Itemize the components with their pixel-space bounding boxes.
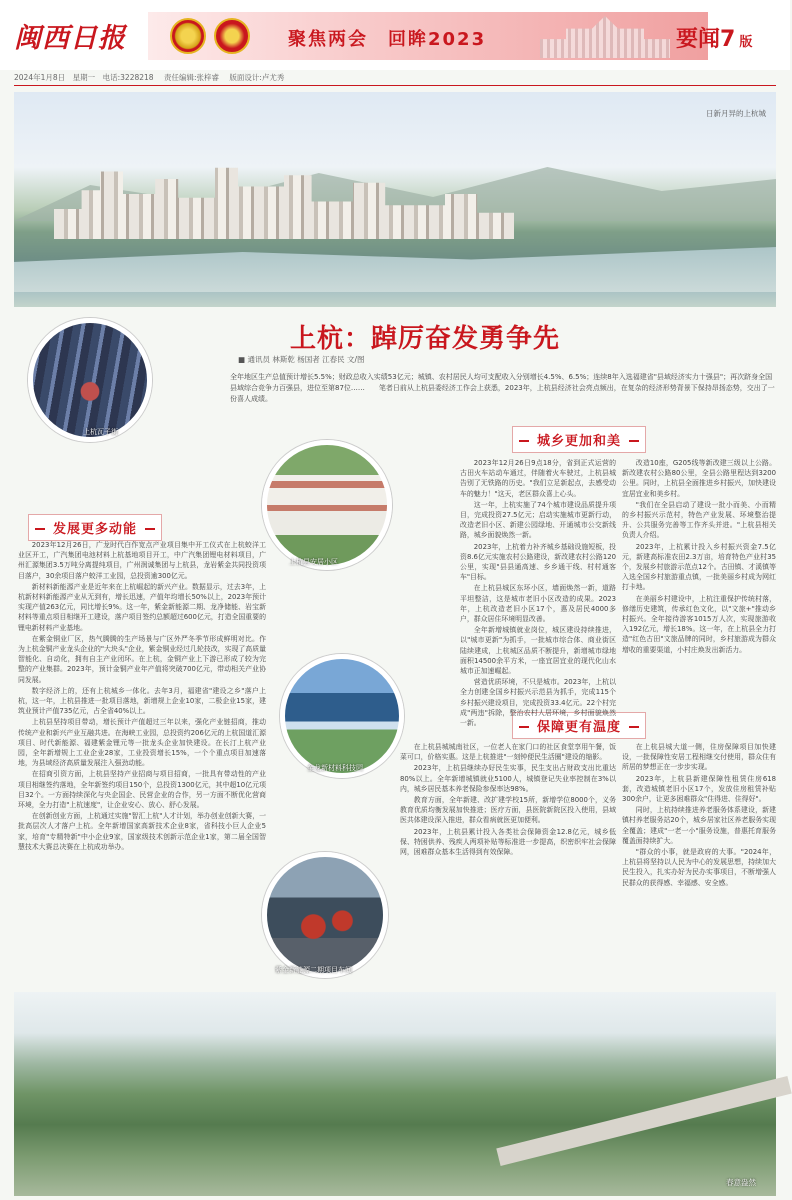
paragraph: "群众的小事，就是政府的大事。"2024年，上杭县将坚持以人民为中心的发展思想，持续加大民生投入，扎实办好为民办实事项目，不断增强人民群众的获得感、幸福感、安全感。 — [622, 848, 776, 887]
paragraph: 在创新创业方面，上杭通过实施"智汇上杭"人才计划，举办创业创新大赛，一批高层次人才落户上杭。全年新增国家高新技术企业8家，省科技小巨人企业5家，培育"专精特新"中小企业9家，国家级技术创新示范企业1家，第二届全国智慧技术大赛总决赛在上杭成功举办。 — [18, 812, 266, 851]
page-section — [676, 22, 752, 53]
byline: ■ 通讯员 林斯乾 杨国者 江春民 文/图 — [238, 355, 365, 364]
info-bar — [14, 72, 776, 86]
paragraph: 新材料新能源产业是近年来在上杭崛起的新兴产业。数据显示，过去3年，上杭新材料新能源产业从无到有，增长迅速，产值年均增长50%以上，2023年预计实现产值263亿元，同比增长9%。这一年，紫金新能源二期、龙净储能、岩宝新材料等重点项目相继开工建设，落户项目签约总额超过600亿元，打造全国重要的锂电新材料产业基地。 — [18, 582, 266, 632]
paragraph: 教育方面，全年新建、改扩建学校15所，新增学位8000个，义务教育优质均衡发展加快推进；医疗方面，县医院新院区投入使用，县域医共体建设深入推进，群众看病就医更加便利。 — [400, 796, 616, 825]
paragraph: 营造优质环境，不只是城市。2023年，上杭以全力创建全国乡村振兴示范县为抓手，完成115个乡村振兴建设项目，完成投资33.4亿元。22个村完成"两违"拆除，整治农村人居环境，乡村面貌焕然一新。 — [460, 678, 616, 728]
paragraph: 在招商引资方面，上杭县坚持产业招商与项目招商，一批具有带动性的产业项目相继签约落地，全年新签约项目150个，总投资1300亿元，其中超10亿元项目32个。一方面持续深化与央企国企、民营企业的合作，另一方面不断优化营商环境，全力打造"上杭速度"，让企业安心、放心、舒心发展。 — [18, 770, 266, 810]
photo-caption: 上杭县安居小区 — [289, 558, 338, 566]
paragraph: 2023年，上杭着力补齐城乡基础设施短板，投资8.6亿元实施农村公路建设，新改建农村公路120公里，实现"县县通高速、乡乡通干线、村村通客车"目标。 — [460, 542, 616, 582]
paragraph: 在上杭县城区东环小区，墙面焕然一新，道路平坦整洁，这是城市老旧小区改造的成果。2023年，上杭改造老旧小区17个，惠及居民4000多户，群众居住环境明显改善。 — [460, 584, 616, 624]
paragraph: 这一年，上杭实施了74个城市建设品质提升项目，完成投资27.5亿元；启动实施城市更新行动，改造老旧小区、新建公园绿地、开通城市公交新线路，城乡面貌焕然一新。 — [460, 500, 616, 540]
photo-caption: 紫金新能源二期项目车间 — [275, 966, 352, 974]
article-column-right — [622, 458, 776, 706]
paragraph: 2023年12月26日，广龙时代白作宽点产业项目集中开工仪式在上杭蛟洋工业区开工，广汽集团电池材料上杭基地项目开工，中广汽集团锂电材料项目，广州汇源集团3.5万吨分离提纯项目，广州润诚集团与上杭县，龙岩紫金共同投资项目落户，30余项目落户蛟洋工业园，总投资逾300亿元。 — [18, 541, 266, 580]
photo-factory — [262, 852, 388, 978]
date-phone: 2024年1月8日 星期一 电话:3228218 — [14, 73, 154, 82]
lead-paragraph: 全年地区生产总值预计增长5.5%；财政总收入实绩53亿元；城镇、农村居民人均可支配收入分别增长4.5%、6.5%；连续8年入选福建省"县域经济实力十强县"；再次跻身全国县域综合竞争力百强县，进位至第87位…… 笔者日前从上杭县委经济工作会上获悉，2023年，上杭县经济社会亮点频出，在复杂的经济形势背景下保持昂扬态势，交出了一份喜人成绩。 — [230, 373, 775, 403]
headline: 上杭：踔厉奋发勇争先 — [290, 324, 561, 354]
page-suffix: 版 — [739, 35, 753, 50]
paragraph: 在美丽乡村建设中，上杭注重保护传统村落，修缮历史建筑，传承红色文化，以"文旅+"推动乡村振兴。全年接待游客1015万人次，实现旅游收入192亿元，增长18%。这一年，在上杭县全力打造"红色古田"文旅品牌的同时，乡村旅游成为群众增收的重要渠道，小村庄焕发出新活力。 — [622, 594, 776, 654]
paragraph: 在紫金铜业厂区，热气腾腾的生产场景与广区外严冬季节形成鲜明对比。作为上杭金铜产业龙头企业的"大块头"企业，紫金铜业经过几轮技改，实现了高质量智能化、自动化，拥有自主产业闭环。在上杭，金铜产业上下游已形成了较为完整的产业集群。2023年，预计金铜产业年产值将突破700亿元，带动相关产业协同发展。 — [18, 634, 266, 684]
paragraph: 2023年，上杭县新建保障性租赁住房618套，改造城镇老旧小区17个，发放住房租赁补贴300余户，让更多困难群众"住得进、住得好"。 — [622, 774, 776, 804]
paragraph: 2023年12月26日9点18分，省到正式运营的古田火车站动车通过，伴随着火车驶过，上杭县城告别了无铁路的历史。"我们立足新起点，去感受动车的魅力！"这天，老区群众喜上心头。 — [460, 459, 616, 498]
photo-industrial-park — [280, 654, 404, 778]
photo-caption: 上杭瓦子街 — [83, 428, 118, 436]
road-shape — [496, 1076, 791, 1166]
section-title: 发展更多动能 — [28, 514, 162, 541]
section-title: 保障更有温度 — [512, 712, 646, 739]
article-column-middle-lower — [400, 742, 616, 986]
editor: 责任编辑:张梓睿 — [163, 73, 219, 82]
river-shape — [14, 242, 776, 292]
designer: 版面设计:卢尤秀 — [229, 73, 285, 82]
cppcc-emblem-icon — [214, 18, 250, 54]
national-emblem-icon — [170, 18, 206, 54]
article-column-left — [18, 540, 266, 988]
photo-housing — [262, 440, 392, 570]
masthead — [0, 0, 790, 70]
newspaper-logo: 闽西日报 — [14, 23, 126, 54]
landscape-caption: 春意盎然 — [726, 1178, 756, 1187]
article-column-right-lower — [622, 742, 776, 986]
special-topic-title: 聚焦两会 回眸2023 — [288, 29, 487, 50]
photo-caption: 金龙新材料科技园 — [307, 764, 363, 772]
paragraph: 在上杭县城城南社区，一位老人在家门口的社区食堂享用午餐，饭菜可口，价格实惠。这是上杭推进"一刻钟便民生活圈"建设的缩影。 — [400, 743, 616, 762]
paragraph: 2023年，上杭县累计投入各类社会保障资金12.8亿元，城乡低保、特困供养、残疾人两项补贴等标准进一步提高，织密织牢社会保障网，困难群众基本生活得到有效保障。 — [400, 827, 616, 857]
city-skyline — [54, 164, 514, 239]
paragraph: 数字经济上的，还有上杭城乡一体化。去年3月，福建省"建设之乡"落户上杭，这一年，上杭县推进一批项目落地，新增规上企业10家，二极企业15家，建筑业预计产值735亿元，占全省40%以上。 — [18, 686, 266, 716]
section-title: 城乡更加和美 — [512, 426, 646, 453]
photo-wazijie — [28, 318, 152, 442]
panorama-caption: 日新月异的上杭城 — [706, 109, 766, 118]
paragraph: 2023年，上杭县继续办好民生实事，民生支出占财政支出比重达80%以上。全年新增城镇就业5100人，城镇登记失业率控制在3%以内，城乡居民基本养老保险参保率达98%。 — [400, 764, 616, 793]
paragraph: 上杭县坚持项目带动，增长预计产值超过三年以来，强化产业链招商，推动传统产业和新兴产业互融共进。在海峡工业园，总投资约206亿元的上杭国道汇源项目、时代新能源、福建紫金锂元等一批龙头企业加快建设。在长汀上杭产业园，全年新增规上工业企业28家，工业投资增长15%，一个个重点项目加速落地，为县域经济高质量发展注入强劲动能。 — [18, 718, 266, 768]
paragraph: 同时，上杭持续推进养老服务体系建设，新建镇村养老服务站20个，城乡居家社区养老服务实现全覆盖；建成"一老一小"服务设施，普惠托育服务覆盖面持续扩大。 — [622, 806, 776, 845]
city-panorama-image — [14, 92, 776, 307]
paragraph: 在上杭县城大道一侧，住房保障项目加快建设，一批保障性安居工程相继交付使用，群众住有所居的梦想正在一步步实现。 — [622, 743, 776, 772]
section-name: 要闻 — [676, 27, 721, 52]
page-number: 7 — [720, 27, 736, 52]
paragraph: "我们在全县启动了建设一批小而美、小而精的乡村振兴示范村，特色产业发展、环境整治提升、公共服务完善等工作齐头并进。"上杭县相关负责人介绍。 — [622, 500, 776, 540]
paragraph: 2023年，上杭累计投入乡村振兴资金7.5亿元，新建高标准农田2.3万亩，培育特色产业村35个，发展乡村旅游示范点12个。古田镇、才溪镇等入选全国乡村旅游重点镇，一批美丽乡村成为网红打卡地。 — [622, 542, 776, 592]
paragraph: 全年新增城镇就业岗位，城区建设持续推进，以"城市更新"为抓手，一批城市综合体、商业街区陆续建成，上杭城区品质不断提升，新增城市绿地面积14500余平方米，一座宜居宜业的现代化山水城市正加速崛起。 — [460, 626, 616, 676]
paragraph: 改造10座，G205线等新改建三级以上公路。新改建农村公路80公里，全县公路里程达到3200公里。同时，上杭县全面推进乡村振兴，加快建设宜居宜业和美乡村。 — [622, 459, 776, 498]
landscape-image — [14, 992, 776, 1196]
article-column-middle — [460, 458, 616, 728]
